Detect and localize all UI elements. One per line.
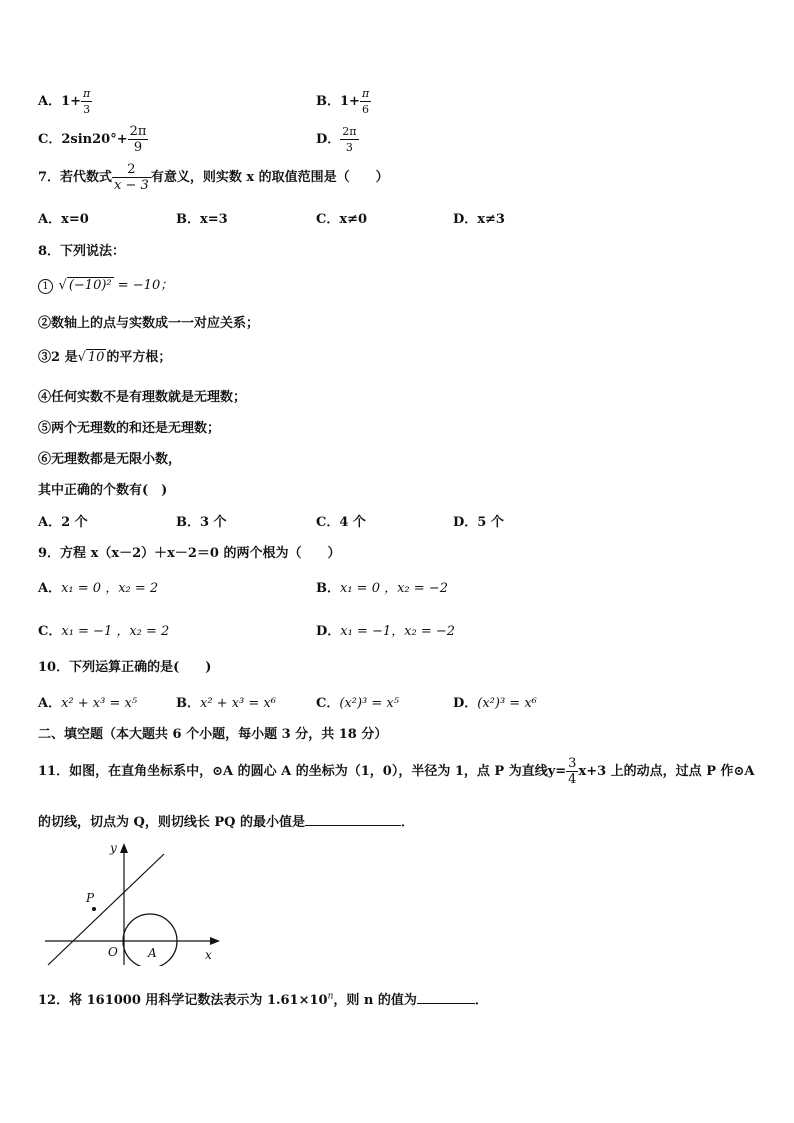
answer-blank[interactable] — [305, 813, 401, 826]
q6-option-d — [316, 124, 359, 155]
q7-fraction — [112, 162, 151, 193]
fraction-denominator: 3 — [340, 139, 358, 155]
q8-statement-5: ⑤两个无理数的和还是无理数； — [38, 421, 221, 436]
option-label: A． — [38, 581, 62, 596]
option-label: D． — [316, 624, 341, 639]
fraction-numerator: π — [83, 87, 91, 100]
q12-text-b: ，则 n 的值为 — [333, 993, 417, 1008]
x-axis-arrow — [210, 937, 220, 945]
q6-b-fraction — [360, 86, 371, 117]
option-expression: x₁ = 0 ，x₂ = −2 — [340, 581, 448, 596]
q8-ask: 其中正确的个数有( ) — [38, 483, 168, 498]
radicand: 10 — [87, 350, 105, 365]
option-label: C． — [316, 696, 340, 711]
q10-option-a — [38, 692, 137, 711]
sqrt-expression: √ (−10)² — [58, 278, 112, 293]
q6-c-fraction — [128, 124, 149, 155]
q8-statement-6: ⑥无理数都是无限小数， — [38, 452, 182, 467]
option-label: B． — [176, 696, 200, 711]
q10-option-c — [316, 692, 399, 711]
q7-option-c: C．x≠0 — [316, 212, 368, 227]
option-expression: (x²)³ = x⁵ — [339, 696, 399, 711]
circled-number: 1 — [38, 279, 53, 294]
q12-text-c: ． — [474, 993, 488, 1008]
q8-statement-2: ②数轴上的点与实数成一一对应关系； — [38, 316, 260, 331]
option-label: D． — [316, 132, 341, 147]
point-p — [92, 907, 96, 911]
q6-option-a — [38, 86, 92, 117]
q11-line2-a: 的切线，切点为 Q，则切线长 PQ 的最小值是 — [38, 815, 306, 830]
option-label: A．1+ — [38, 94, 82, 109]
option-label: B．1+ — [316, 94, 360, 109]
q7-suffix: 有意义，则实数 x 的取值范围是（ ） — [150, 170, 389, 185]
fraction-denominator: 4 — [568, 772, 577, 787]
q11-figure — [40, 838, 230, 966]
fraction-denominator: 3 — [81, 101, 92, 117]
fraction-denominator: 6 — [360, 101, 371, 117]
option-expression: x² + x³ = x⁵ — [61, 696, 138, 711]
section-2-heading: 二、填空题（本大题共 6 个小题，每小题 3 分，共 18 分） — [38, 727, 388, 742]
q8-s3-pre: ③2 是 — [38, 350, 78, 365]
option-label: C．2sin20°+ — [38, 132, 128, 147]
q6-a-fraction — [81, 86, 92, 117]
fraction-numerator: 2 — [127, 162, 136, 177]
option-label: B． — [316, 581, 340, 596]
q7-option-a: A．x=0 — [38, 212, 89, 227]
q7-option-b: B．x=3 — [176, 212, 228, 227]
label-p: P — [86, 891, 95, 905]
answer-blank[interactable] — [417, 991, 475, 1004]
option-label: D． — [453, 696, 478, 711]
q8-option-a: A．2 个 — [38, 515, 88, 530]
q9-stem: 9．方程 x（x－2）＋x－2＝0 的两个根为（ ） — [38, 546, 341, 561]
fraction-numerator: 2π — [342, 125, 357, 138]
q6-option-c — [38, 124, 148, 155]
q8-s3-post: 的平方根； — [106, 350, 172, 365]
q10-option-d — [453, 692, 537, 711]
q10-stem: 10．下列运算正确的是( ) — [38, 660, 212, 675]
q12-text-a: 12．将 161000 用科学记数法表示为 1.61×10 — [38, 993, 328, 1008]
q6-option-b — [316, 86, 371, 117]
q8-statement-3 — [38, 346, 171, 365]
q7-option-d: D．x≠3 — [453, 212, 505, 227]
fraction-denominator: x − 3 — [114, 178, 149, 193]
option-expression: x₁ = −1，x₂ = −2 — [340, 624, 456, 639]
q9-option-c — [38, 620, 169, 639]
option-label: C． — [38, 624, 62, 639]
label-y: y — [110, 841, 117, 855]
option-expression: x² + x³ = x⁶ — [200, 696, 276, 711]
sqrt-expression: √ 10 — [77, 350, 105, 365]
q9-option-a — [38, 577, 158, 596]
q7-prefix: 7．若代数式 — [38, 170, 113, 185]
q8-s1-rest: = −10； — [113, 278, 174, 293]
q9-option-d — [316, 620, 455, 639]
q9-option-b — [316, 577, 448, 596]
q12-line — [38, 989, 488, 1008]
q8-statement-4: ④任何实数不是有理数就是无理数； — [38, 390, 247, 405]
line-graph — [48, 854, 164, 965]
q7-stem — [38, 162, 389, 193]
q11-line2-b: ． — [401, 815, 415, 830]
q8-option-b: B．3 个 — [176, 515, 227, 530]
q8-statement-1 — [38, 274, 173, 294]
q11-line-2 — [38, 811, 414, 830]
q8-option-d: D．5 个 — [453, 515, 504, 530]
option-label: A． — [38, 696, 62, 711]
q10-option-b — [176, 692, 276, 711]
fraction-numerator: 3 — [568, 756, 577, 771]
q6-d-fraction — [340, 124, 358, 155]
option-expression: (x²)³ = x⁶ — [477, 696, 537, 711]
label-x: x — [205, 948, 212, 962]
fraction-numerator: π — [361, 87, 370, 100]
y-axis-arrow — [120, 843, 128, 853]
q12-exponent: n — [327, 991, 334, 1002]
q11-line1-a: 11．如图，在直角坐标系中，⊙A 的圆心 A 的坐标为（1，0），半径为 1，点 P 为直线y= — [38, 764, 567, 779]
q8-option-c: C．4 个 — [316, 515, 366, 530]
label-o: O — [108, 945, 118, 959]
fraction-numerator: 2π — [129, 124, 147, 139]
option-expression: x₁ = −1 ，x₂ = 2 — [61, 624, 170, 639]
radicand: (−10)² — [68, 278, 112, 293]
q11-line-1 — [38, 756, 754, 787]
q11-line1-b: x+3 上的动点，过点 P 作⊙A — [578, 764, 755, 779]
fraction-denominator: 9 — [128, 139, 149, 155]
q8-stem: 8．下列说法： — [38, 244, 126, 259]
q11-fraction — [566, 756, 578, 787]
option-expression: x₁ = 0 ，x₂ = 2 — [61, 581, 159, 596]
label-a: A — [148, 946, 157, 960]
